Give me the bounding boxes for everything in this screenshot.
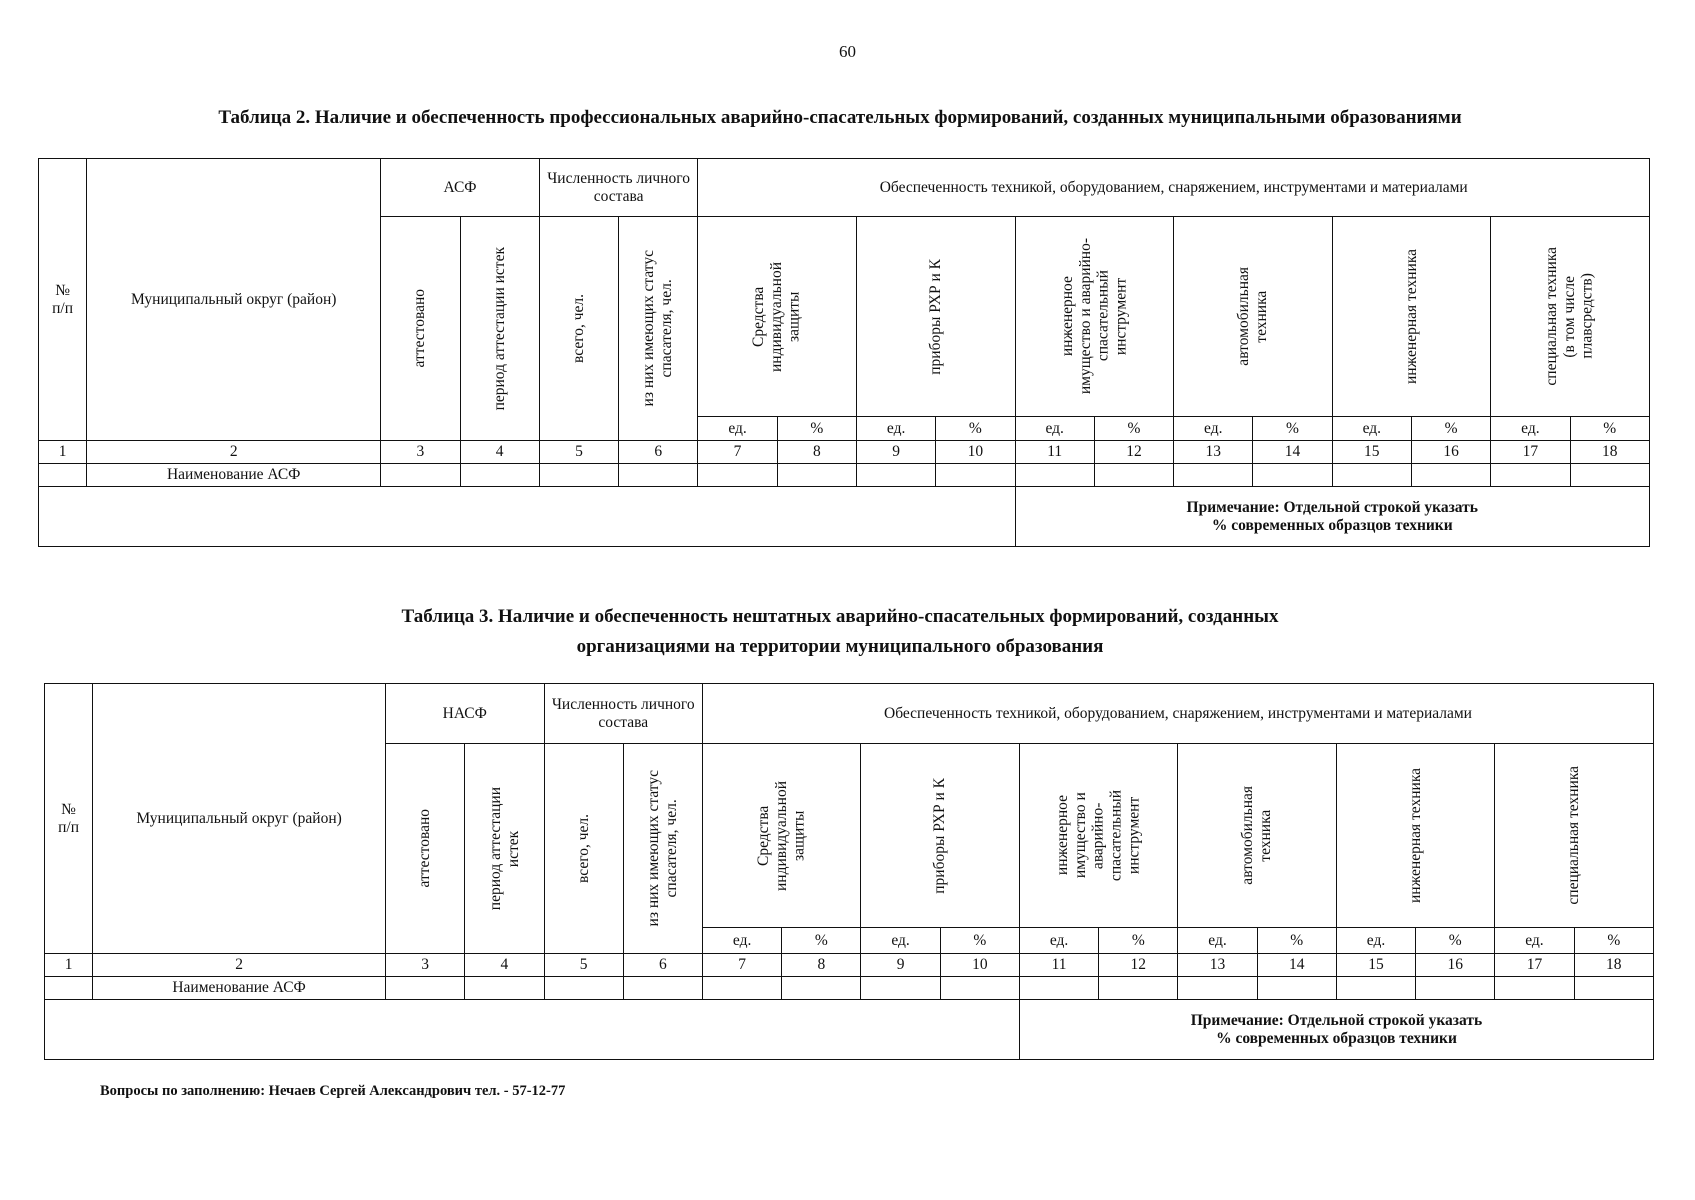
index-cell: 13 [1174,441,1253,464]
unit-ed: ед. [1174,417,1253,441]
table-3 [44,683,1654,1060]
page-number: 60 [839,42,856,61]
unit-ed: ед. [861,928,940,954]
index-cell: 11 [1015,441,1094,464]
table-2 [38,158,1650,547]
group-nasf-header: НАСФ [386,684,544,744]
unit-ed: ед. [703,928,782,954]
note-spacer [45,1000,1020,1060]
table-3-title-line: Таблица 3. Наличие и обеспеченность нештатных аварийно-спасательных формирований, созданных [401,606,1279,627]
index-cell: 14 [1253,441,1332,464]
equip-rkhr-header: приборы РХР и К [861,744,1019,928]
empty-cell[interactable] [1411,464,1490,487]
empty-cell[interactable] [460,464,539,487]
index-row [39,441,1650,464]
note-line: Примечание: Отдельной строкой указать [1186,498,1478,516]
index-row [45,954,1654,977]
index-cell: 4 [460,441,539,464]
index-cell: 17 [1495,954,1574,977]
table-2-title-line: Таблица 2. Наличие и обеспеченность профессиональных аварийно-спасательных формирований, созданных муниципальными образованиями [218,107,1462,128]
index-cell: 9 [856,441,935,464]
empty-cell[interactable] [1495,977,1574,1000]
index-cell: 2 [93,954,386,977]
note-cell [1019,1000,1653,1060]
group-personnel-header: Численность личного состава [539,159,698,217]
equip-special-machinery-header: специальная техника (в том числе плавсредств) [1491,217,1650,417]
equip-engineering-machinery-header: инженерная техника [1332,217,1491,417]
table-2-title [60,103,1620,133]
empty-cell[interactable] [1574,977,1653,1000]
index-cell: 12 [1094,441,1173,464]
unit-pct: % [777,417,856,441]
table-3-title-line: организациями на территории муниципального образования [576,636,1104,657]
unit-pct: % [1416,928,1495,954]
index-cell: 12 [1099,954,1178,977]
empty-cell[interactable] [782,977,861,1000]
group-personnel-header: Численность личного состава [544,684,702,744]
index-cell: 3 [386,954,465,977]
sub-certified-header: аттестовано [381,217,460,441]
index-cell: 2 [87,441,381,464]
empty-cell[interactable] [1015,464,1094,487]
index-cell: 6 [623,954,702,977]
unit-ed: ед. [1015,417,1094,441]
unit-pct: % [1257,928,1336,954]
unit-pct: % [1570,417,1650,441]
empty-cell[interactable] [703,977,782,1000]
unit-ed: ед. [1495,928,1574,954]
empty-cell[interactable] [465,977,544,1000]
empty-cell[interactable] [1336,977,1415,1000]
index-cell: 7 [703,954,782,977]
empty-cell[interactable] [1332,464,1411,487]
empty-cell[interactable] [777,464,856,487]
equip-vehicles-header: автомобильная техника [1178,744,1336,928]
index-cell: 7 [698,441,777,464]
unit-ed: ед. [856,417,935,441]
empty-cell[interactable] [1416,977,1495,1000]
asf-name-label: Наименование АСФ [93,977,386,1000]
asf-name-row [45,977,1654,1000]
index-cell: 10 [936,441,1015,464]
empty-cell[interactable] [1178,977,1257,1000]
equip-special-machinery-header: специальная техника [1495,744,1654,928]
empty-cell[interactable] [619,464,698,487]
sub-total-header: всего, чел. [544,744,623,954]
unit-pct: % [782,928,861,954]
index-cell: 17 [1491,441,1570,464]
unit-pct: % [1253,417,1332,441]
index-cell: 11 [1019,954,1098,977]
sub-period-expired-header: период аттестации истек [460,217,539,441]
index-cell: 18 [1570,441,1650,464]
sub-total-header: всего, чел. [539,217,618,441]
empty-cell[interactable] [856,464,935,487]
index-cell: 3 [381,441,460,464]
unit-pct: % [1411,417,1490,441]
empty-cell[interactable] [861,977,940,1000]
col-number-header: № п/п [45,684,93,954]
unit-ed: ед. [1332,417,1411,441]
equip-rkhr-header: приборы РХР и К [856,217,1015,417]
footer-contact: Вопросы по заполнению: Нечаев Сергей Александрович тел. - 57-12-77 [100,1083,566,1099]
empty-cell[interactable] [623,977,702,1000]
index-cell: 15 [1332,441,1411,464]
unit-ed: ед. [1178,928,1257,954]
index-cell: 13 [1178,954,1257,977]
empty-cell[interactable] [1491,464,1570,487]
index-cell: 1 [45,954,93,977]
equip-engineering-tools-header: инженерное имущество и аварийно- спасательный инструмент [1015,217,1174,417]
asf-name-row [39,464,1650,487]
asf-name-label: Наименование АСФ [87,464,381,487]
index-cell: 4 [465,954,544,977]
col-district-header: Муниципальный округ (район) [87,159,381,441]
equip-ppe-header: Средства индивидуальной защиты [703,744,861,928]
index-cell: 8 [777,441,856,464]
sub-period-expired-header: период аттестации истек [465,744,544,954]
note-line: Примечание: Отдельной строкой указать [1190,1011,1483,1029]
note-line: % современных образцов техники [1211,516,1453,534]
empty-cell[interactable] [381,464,460,487]
sub-certified-header: аттестовано [386,744,465,954]
group-equipment-header: Обеспеченность техникой, оборудованием, снаряжением, инструментами и материалами [698,159,1650,217]
unit-pct: % [936,417,1015,441]
note-spacer [39,487,1016,547]
empty-cell[interactable] [386,977,465,1000]
index-cell: 16 [1411,441,1490,464]
empty-cell[interactable] [544,977,623,1000]
empty-cell[interactable] [698,464,777,487]
sub-rescuers-header: из них имеющих статус спасателя, чел. [623,744,702,954]
index-cell: 18 [1574,954,1653,977]
group-equipment-header: Обеспеченность техникой, оборудованием, снаряжением, инструментами и материалами [703,684,1654,744]
index-cell: 14 [1257,954,1336,977]
empty-cell[interactable] [1174,464,1253,487]
table-3-title [60,602,1620,662]
index-cell: 16 [1416,954,1495,977]
empty-cell[interactable] [1099,977,1178,1000]
note-line: % современных образцов техники [1216,1029,1457,1047]
unit-ed: ед. [1491,417,1570,441]
col-number-header: № п/п [39,159,87,441]
equip-engineering-machinery-header: инженерная техника [1336,744,1494,928]
unit-pct: % [940,928,1019,954]
empty-cell[interactable] [936,464,1015,487]
empty-cell[interactable] [1019,977,1098,1000]
group-asf-header: АСФ [381,159,540,217]
unit-ed: ед. [1336,928,1415,954]
empty-cell[interactable] [1253,464,1332,487]
empty-cell[interactable] [1257,977,1336,1000]
empty-cell[interactable] [940,977,1019,1000]
col-district-header: Муниципальный округ (район) [93,684,386,954]
index-cell: 1 [39,441,87,464]
empty-cell[interactable] [39,464,87,487]
empty-cell[interactable] [45,977,93,1000]
empty-cell[interactable] [539,464,618,487]
unit-ed: ед. [1019,928,1098,954]
index-cell: 6 [619,441,698,464]
index-cell: 10 [940,954,1019,977]
equip-ppe-header: Средства индивидуальной защиты [698,217,857,417]
equip-engineering-tools-header: инженерное имущество и аварийно- спасательный инструмент [1019,744,1177,928]
unit-pct: % [1574,928,1653,954]
equip-vehicles-header: автомобильная техника [1174,217,1333,417]
empty-cell[interactable] [1570,464,1650,487]
unit-pct: % [1099,928,1178,954]
unit-pct: % [1094,417,1173,441]
index-cell: 15 [1336,954,1415,977]
note-cell [1015,487,1649,547]
index-cell: 9 [861,954,940,977]
empty-cell[interactable] [1094,464,1173,487]
sub-rescuers-header: из них имеющих статус спасателя, чел. [619,217,698,441]
index-cell: 5 [544,954,623,977]
unit-ed: ед. [698,417,777,441]
index-cell: 5 [539,441,618,464]
index-cell: 8 [782,954,861,977]
